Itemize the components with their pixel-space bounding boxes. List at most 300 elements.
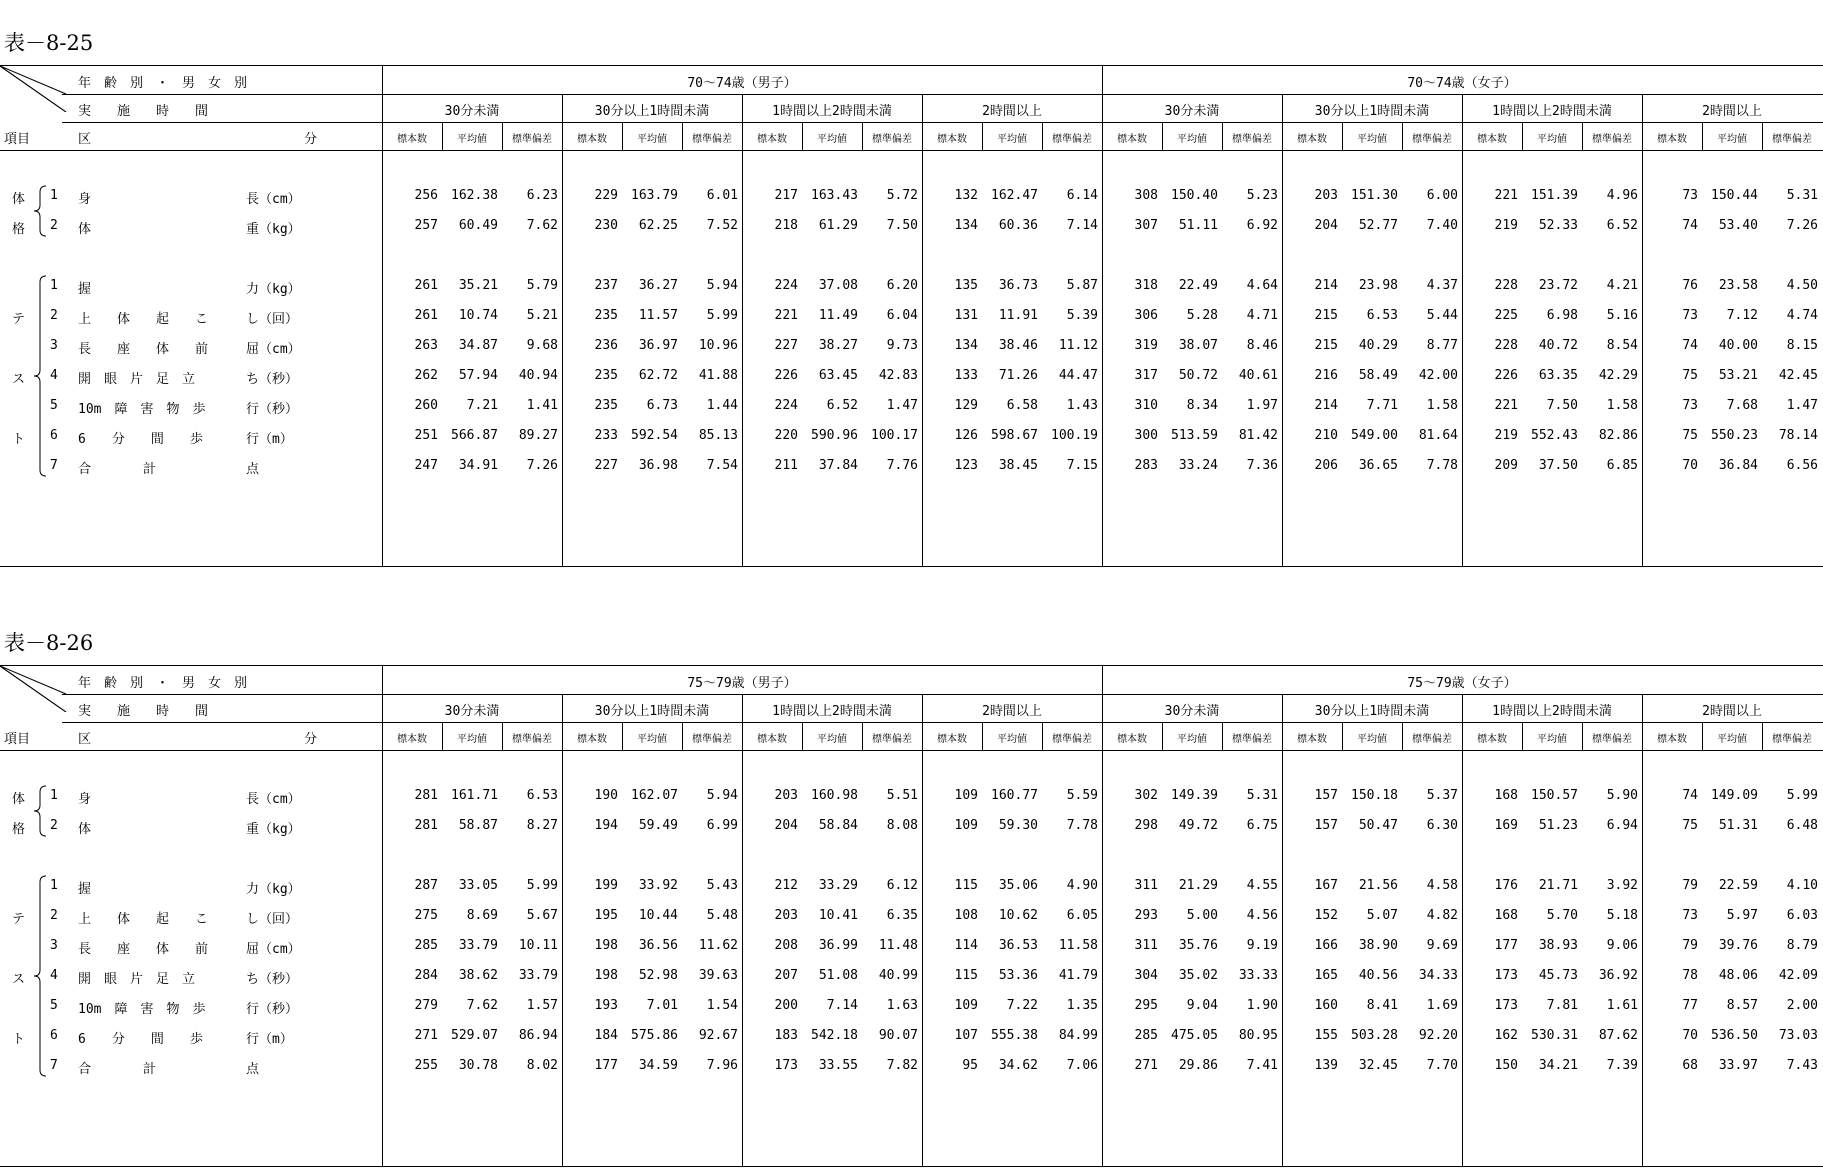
row-item-name: 合 計: [78, 462, 157, 477]
mean-value: 34.62: [998, 1058, 1038, 1073]
mean-value: 36.84: [1718, 458, 1758, 473]
std-deviation: 1.58: [1606, 398, 1638, 413]
mean-value: 38.93: [1538, 938, 1578, 953]
mean-value: 35.02: [1178, 968, 1218, 983]
std-deviation: 6.52: [1606, 218, 1638, 233]
sample-count: 76: [1682, 278, 1698, 293]
sample-count: 281: [414, 818, 438, 833]
mean-value: 566.87: [451, 428, 498, 443]
sample-count: 194: [594, 818, 618, 833]
sample-count: 225: [1494, 308, 1518, 323]
female-age-group-label: 70～74歳（女子）: [1407, 76, 1517, 91]
stat-header-label: 標準偏差: [1592, 134, 1632, 145]
row-group-brace: [34, 186, 46, 236]
std-deviation: 80.95: [1238, 1028, 1278, 1043]
std-deviation: 6.35: [886, 908, 918, 923]
sample-count: 204: [774, 818, 798, 833]
mean-value: 10.41: [818, 908, 858, 923]
std-deviation: 7.82: [886, 1058, 918, 1073]
sample-count: 221: [1494, 188, 1518, 203]
sample-count: 160: [1314, 998, 1338, 1013]
std-deviation: 5.21: [526, 308, 558, 323]
header-rule: [62, 694, 1823, 695]
mean-value: 38.46: [998, 338, 1038, 353]
test-group-label: ト: [12, 1032, 26, 1047]
sample-count: 298: [1134, 818, 1158, 833]
sample-count: 206: [1314, 458, 1338, 473]
mean-value: 21.29: [1178, 878, 1218, 893]
sample-count: 115: [954, 878, 978, 893]
stat-header-label: 平均値: [637, 734, 667, 745]
std-deviation: 1.43: [1066, 398, 1098, 413]
mean-value: 63.45: [818, 368, 858, 383]
body-group-label: 格: [12, 222, 26, 237]
std-deviation: 5.94: [706, 788, 738, 803]
mean-value: 29.86: [1178, 1058, 1218, 1073]
std-deviation: 3.92: [1606, 878, 1638, 893]
mean-value: 151.30: [1351, 188, 1398, 203]
row-item-name: 6 分 間 歩: [78, 1032, 203, 1047]
std-deviation: 6.04: [886, 308, 918, 323]
duration-group-label: 1時間以上2時間未満: [772, 704, 892, 719]
mean-value: 60.36: [998, 218, 1038, 233]
sample-count: 230: [594, 218, 618, 233]
row-item-name: 長 座 体 前: [78, 342, 209, 357]
mean-value: 62.72: [638, 368, 678, 383]
std-deviation: 5.94: [706, 278, 738, 293]
stat-header-label: 標準偏差: [512, 734, 552, 745]
mean-value: 38.27: [818, 338, 858, 353]
sample-count: 226: [774, 368, 798, 383]
group-column-rule: [1642, 94, 1643, 566]
sample-count: 237: [594, 278, 618, 293]
sample-count: 168: [1494, 908, 1518, 923]
sample-count: 134: [954, 218, 978, 233]
std-deviation: 1.47: [886, 398, 918, 413]
row-item-unit: 行（m）: [246, 432, 293, 447]
std-deviation: 6.75: [1246, 818, 1278, 833]
sample-count: 190: [594, 788, 618, 803]
mean-value: 10.74: [458, 308, 498, 323]
mean-value: 52.77: [1358, 218, 1398, 233]
sample-count: 157: [1314, 788, 1338, 803]
std-deviation: 7.06: [1066, 1058, 1098, 1073]
sample-count: 162: [1494, 1028, 1518, 1043]
sample-count: 165: [1314, 968, 1338, 983]
row-item-unit: し（回）: [246, 312, 299, 327]
sample-count: 200: [774, 998, 798, 1013]
sample-count: 235: [594, 308, 618, 323]
row-item-unit: 力（kg）: [246, 882, 301, 897]
row-item-unit: 行（m）: [246, 1032, 293, 1047]
std-deviation: 4.74: [1786, 308, 1818, 323]
mean-value: 51.31: [1718, 818, 1758, 833]
mean-value: 35.76: [1178, 938, 1218, 953]
sample-count: 212: [774, 878, 798, 893]
mean-value: 21.71: [1538, 878, 1578, 893]
sample-count: 74: [1682, 218, 1698, 233]
sample-count: 221: [774, 308, 798, 323]
sample-count: 115: [954, 968, 978, 983]
row-number: 4: [50, 368, 58, 383]
mean-value: 7.81: [1546, 998, 1578, 1013]
std-deviation: 1.41: [526, 398, 558, 413]
std-deviation: 8.02: [526, 1058, 558, 1073]
stat-header-label: 標準偏差: [692, 734, 732, 745]
mean-value: 48.06: [1718, 968, 1758, 983]
mean-value: 7.62: [466, 998, 498, 1013]
sample-count: 261: [414, 278, 438, 293]
sample-count: 79: [1682, 878, 1698, 893]
sample-count: 221: [1494, 398, 1518, 413]
sample-count: 210: [1314, 428, 1338, 443]
std-deviation: 33.79: [518, 968, 558, 983]
mean-value: 11.91: [998, 308, 1038, 323]
row-item-unit: 点: [246, 462, 260, 477]
sample-count: 109: [954, 998, 978, 1013]
mean-value: 592.54: [631, 428, 678, 443]
sample-count: 134: [954, 338, 978, 353]
std-deviation: 90.07: [878, 1028, 918, 1043]
mean-value: 37.84: [818, 458, 858, 473]
stat-header-label: 標本数: [397, 134, 427, 145]
duration-group-label: 30分未満: [1164, 104, 1220, 119]
row-item-name: 身: [78, 192, 92, 207]
std-deviation: 7.43: [1786, 1058, 1818, 1073]
std-deviation: 40.61: [1238, 368, 1278, 383]
std-deviation: 5.23: [1246, 188, 1278, 203]
sample-count: 70: [1682, 1028, 1698, 1043]
std-deviation: 4.37: [1426, 278, 1458, 293]
stat-header-label: 平均値: [1177, 734, 1207, 745]
mean-value: 36.97: [638, 338, 678, 353]
kubun-header-label: 区: [78, 132, 92, 147]
std-deviation: 8.46: [1246, 338, 1278, 353]
mean-value: 45.73: [1538, 968, 1578, 983]
mean-value: 58.49: [1358, 368, 1398, 383]
std-deviation: 82.86: [1598, 428, 1638, 443]
sample-count: 228: [1494, 278, 1518, 293]
sample-count: 226: [1494, 368, 1518, 383]
sample-count: 262: [414, 368, 438, 383]
sample-count: 169: [1494, 818, 1518, 833]
std-deviation: 5.16: [1606, 308, 1638, 323]
sample-count: 173: [774, 1058, 798, 1073]
stat-header-label: 平均値: [1537, 134, 1567, 145]
std-deviation: 5.31: [1786, 188, 1818, 203]
mean-value: 22.59: [1718, 878, 1758, 893]
time-header-label: 実 施 時 間: [78, 104, 209, 119]
std-deviation: 1.61: [1606, 998, 1638, 1013]
std-deviation: 6.53: [526, 788, 558, 803]
mean-value: 51.23: [1538, 818, 1578, 833]
mean-value: 536.50: [1711, 1028, 1758, 1043]
std-deviation: 5.90: [1606, 788, 1638, 803]
sample-count: 133: [954, 368, 978, 383]
stat-header-label: 標準偏差: [1412, 134, 1452, 145]
mean-value: 33.55: [818, 1058, 858, 1073]
mean-value: 598.67: [991, 428, 1038, 443]
sample-count: 227: [594, 458, 618, 473]
row-number: 2: [50, 218, 58, 233]
mean-value: 38.62: [458, 968, 498, 983]
mean-value: 549.00: [1351, 428, 1398, 443]
stat-header-label: 標本数: [577, 134, 607, 145]
mean-value: 37.08: [818, 278, 858, 293]
std-deviation: 9.69: [1426, 938, 1458, 953]
sample-count: 227: [774, 338, 798, 353]
stat-header-label: 標準偏差: [1052, 734, 1092, 745]
stat-header-label: 標本数: [1657, 134, 1687, 145]
std-deviation: 84.99: [1058, 1028, 1098, 1043]
sample-count: 75: [1682, 368, 1698, 383]
std-deviation: 7.70: [1426, 1058, 1458, 1073]
group-column-rule: [1462, 694, 1463, 1166]
duration-group-label: 30分以上1時間未満: [1314, 104, 1430, 119]
sample-count: 235: [594, 398, 618, 413]
row-item-name: 開 眼 片 足 立: [78, 972, 196, 987]
sample-count: 310: [1134, 398, 1158, 413]
group-column-rule: [1462, 94, 1463, 566]
std-deviation: 9.06: [1606, 938, 1638, 953]
mean-value: 38.90: [1358, 938, 1398, 953]
std-deviation: 5.72: [886, 188, 918, 203]
sample-count: 75: [1682, 428, 1698, 443]
mean-value: 38.07: [1178, 338, 1218, 353]
sample-count: 235: [594, 368, 618, 383]
stat-header-label: 標準偏差: [1772, 734, 1812, 745]
sample-count: 173: [1494, 998, 1518, 1013]
mean-value: 555.38: [991, 1028, 1038, 1043]
std-deviation: 9.73: [886, 338, 918, 353]
mean-value: 52.98: [638, 968, 678, 983]
mean-value: 58.87: [458, 818, 498, 833]
row-item-unit: 行（秒）: [246, 402, 299, 417]
mean-value: 59.49: [638, 818, 678, 833]
sample-count: 317: [1134, 368, 1158, 383]
mean-value: 49.72: [1178, 818, 1218, 833]
sample-count: 256: [414, 188, 438, 203]
sample-count: 208: [774, 938, 798, 953]
mean-value: 21.56: [1358, 878, 1398, 893]
mean-value: 149.39: [1171, 788, 1218, 803]
mean-value: 37.50: [1538, 458, 1578, 473]
std-deviation: 7.78: [1426, 458, 1458, 473]
std-deviation: 92.67: [698, 1028, 738, 1043]
test-group-label: ト: [12, 432, 26, 447]
std-deviation: 4.58: [1426, 878, 1458, 893]
row-number: 4: [50, 968, 58, 983]
std-deviation: 39.63: [698, 968, 738, 983]
mean-value: 36.73: [998, 278, 1038, 293]
row-item-name: 身: [78, 792, 92, 807]
mean-value: 33.05: [458, 878, 498, 893]
mean-value: 162.07: [631, 788, 678, 803]
row-item-name: 握: [78, 282, 92, 297]
mean-value: 150.44: [1711, 188, 1758, 203]
duration-group-label: 2時間以上: [1702, 704, 1762, 719]
stat-header-label: 標準偏差: [872, 134, 912, 145]
std-deviation: 5.59: [1066, 788, 1098, 803]
std-deviation: 11.48: [878, 938, 918, 953]
std-deviation: 4.50: [1786, 278, 1818, 293]
std-deviation: 41.79: [1058, 968, 1098, 983]
mean-value: 6.52: [826, 398, 858, 413]
std-deviation: 1.57: [526, 998, 558, 1013]
sample-count: 217: [774, 188, 798, 203]
mean-value: 62.25: [638, 218, 678, 233]
sample-count: 318: [1134, 278, 1158, 293]
row-number: 2: [50, 308, 58, 323]
std-deviation: 7.96: [706, 1058, 738, 1073]
std-deviation: 7.62: [526, 218, 558, 233]
mean-value: 33.79: [458, 938, 498, 953]
mean-value: 6.53: [1366, 308, 1398, 323]
mean-value: 7.14: [826, 998, 858, 1013]
sample-count: 285: [414, 938, 438, 953]
std-deviation: 6.01: [706, 188, 738, 203]
sample-count: 114: [954, 938, 978, 953]
sample-count: 271: [414, 1028, 438, 1043]
mean-value: 33.29: [818, 878, 858, 893]
stat-header-label: 標準偏差: [1592, 734, 1632, 745]
sample-count: 219: [1494, 428, 1518, 443]
age-sex-header-label: 年 齢 別 ・ 男 女 別: [78, 676, 248, 691]
sample-count: 263: [414, 338, 438, 353]
group-column-rule: [562, 694, 563, 1166]
group-column-rule: [1642, 694, 1643, 1166]
mean-value: 34.91: [458, 458, 498, 473]
mean-value: 33.92: [638, 878, 678, 893]
mean-value: 36.99: [818, 938, 858, 953]
table-grid: [0, 665, 1823, 1167]
stat-header-label: 標本数: [397, 734, 427, 745]
sample-count: 74: [1682, 788, 1698, 803]
std-deviation: 1.63: [886, 998, 918, 1013]
sample-count: 168: [1494, 788, 1518, 803]
stat-header-label: 標準偏差: [1772, 134, 1812, 145]
row-number: 6: [50, 428, 58, 443]
sample-count: 207: [774, 968, 798, 983]
mean-value: 575.86: [631, 1028, 678, 1043]
std-deviation: 6.20: [886, 278, 918, 293]
mean-value: 10.62: [998, 908, 1038, 923]
mean-value: 59.30: [998, 818, 1038, 833]
header-rule: [62, 94, 1823, 95]
row-number: 6: [50, 1028, 58, 1043]
sample-count: 260: [414, 398, 438, 413]
group-column-rule: [922, 694, 923, 1166]
sample-count: 193: [594, 998, 618, 1013]
std-deviation: 10.11: [518, 938, 558, 953]
sample-count: 176: [1494, 878, 1518, 893]
mean-value: 7.71: [1366, 398, 1398, 413]
std-deviation: 6.03: [1786, 908, 1818, 923]
mean-value: 6.58: [1006, 398, 1038, 413]
header-rule: [62, 122, 1823, 123]
row-number: 7: [50, 1058, 58, 1073]
row-item-name: 上 体 起 こ: [78, 912, 209, 927]
std-deviation: 7.14: [1066, 218, 1098, 233]
mean-value: 35.06: [998, 878, 1038, 893]
row-number: 2: [50, 908, 58, 923]
row-number: 2: [50, 818, 58, 833]
sample-count: 75: [1682, 818, 1698, 833]
mean-value: 23.98: [1358, 278, 1398, 293]
sample-count: 211: [774, 458, 798, 473]
stat-header-label: 標本数: [1117, 734, 1147, 745]
duration-group-label: 30分以上1時間未満: [594, 704, 710, 719]
mean-value: 34.59: [638, 1058, 678, 1073]
mean-value: 33.24: [1178, 458, 1218, 473]
sample-count: 218: [774, 218, 798, 233]
mean-value: 11.57: [638, 308, 678, 323]
duration-group-label: 30分以上1時間未満: [1314, 704, 1430, 719]
mean-value: 36.53: [998, 938, 1038, 953]
mean-value: 529.07: [451, 1028, 498, 1043]
std-deviation: 44.47: [1058, 368, 1098, 383]
sample-count: 261: [414, 308, 438, 323]
std-deviation: 33.33: [1238, 968, 1278, 983]
std-deviation: 100.19: [1051, 428, 1098, 443]
stat-header-label: 平均値: [1357, 734, 1387, 745]
std-deviation: 42.29: [1598, 368, 1638, 383]
std-deviation: 81.64: [1418, 428, 1458, 443]
sample-count: 108: [954, 908, 978, 923]
row-number: 1: [50, 188, 58, 203]
std-deviation: 7.76: [886, 458, 918, 473]
sample-count: 247: [414, 458, 438, 473]
std-deviation: 78.14: [1778, 428, 1818, 443]
std-deviation: 5.37: [1426, 788, 1458, 803]
duration-group-label: 2時間以上: [1702, 104, 1762, 119]
sample-count: 215: [1314, 308, 1338, 323]
duration-group-label: 30分以上1時間未満: [594, 104, 710, 119]
mean-value: 63.35: [1538, 368, 1578, 383]
std-deviation: 86.94: [518, 1028, 558, 1043]
std-deviation: 11.12: [1058, 338, 1098, 353]
sample-count: 281: [414, 788, 438, 803]
sample-count: 300: [1134, 428, 1158, 443]
mean-value: 7.22: [1006, 998, 1038, 1013]
std-deviation: 6.23: [526, 188, 558, 203]
test-group-label: ス: [12, 372, 26, 387]
mean-value: 7.12: [1726, 308, 1758, 323]
std-deviation: 87.62: [1598, 1028, 1638, 1043]
std-deviation: 1.35: [1066, 998, 1098, 1013]
mean-value: 51.11: [1178, 218, 1218, 233]
row-item-name: 10m 障 害 物 歩: [78, 402, 206, 417]
sample-count: 95: [962, 1058, 978, 1073]
sample-count: 123: [954, 458, 978, 473]
mean-value: 39.76: [1718, 938, 1758, 953]
std-deviation: 6.56: [1786, 458, 1818, 473]
mean-value: 6.73: [646, 398, 678, 413]
mean-value: 6.98: [1546, 308, 1578, 323]
mean-value: 552.43: [1531, 428, 1578, 443]
sample-count: 177: [1494, 938, 1518, 953]
bun-header-label: 分: [304, 732, 318, 747]
stat-header-label: 平均値: [997, 134, 1027, 145]
duration-group-label: 1時間以上2時間未満: [1492, 104, 1612, 119]
sample-count: 214: [1314, 398, 1338, 413]
row-item-name: 合 計: [78, 1062, 157, 1077]
stat-header-label: 標準偏差: [1052, 134, 1092, 145]
female-age-group-label: 75～79歳（女子）: [1407, 676, 1517, 691]
sample-count: 216: [1314, 368, 1338, 383]
sample-count: 78: [1682, 968, 1698, 983]
sample-count: 251: [414, 428, 438, 443]
